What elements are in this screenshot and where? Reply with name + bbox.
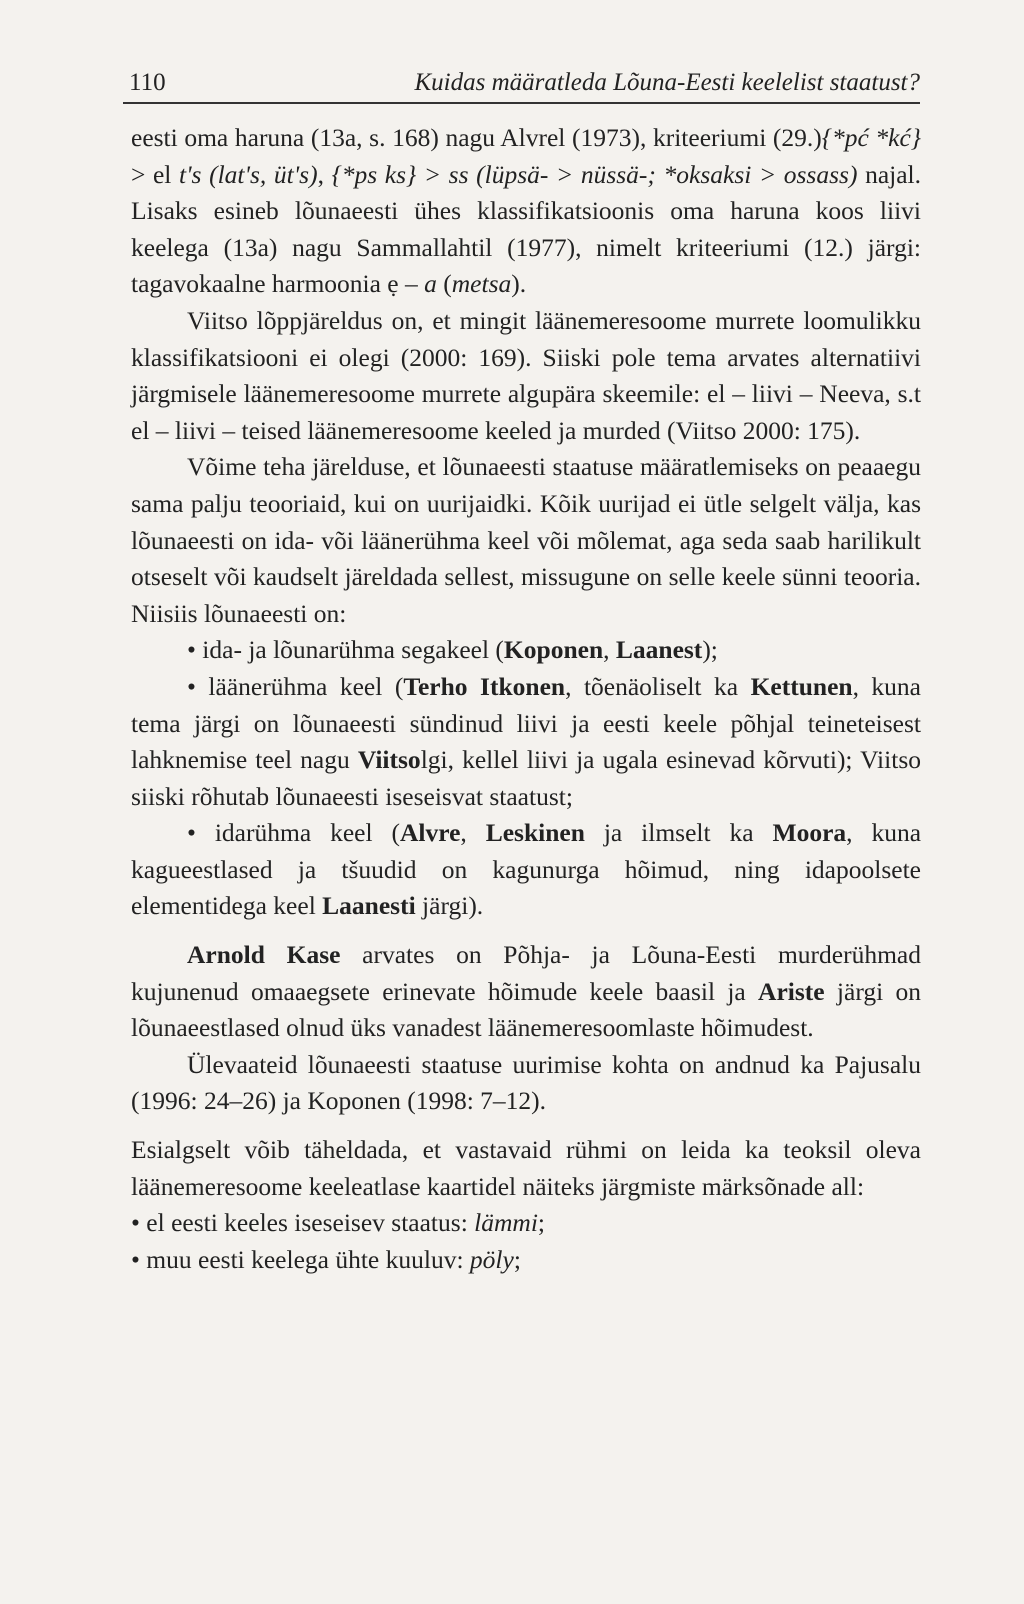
bold-name: Arnold Kase [187,940,341,970]
bold-name: Koponen [503,635,604,665]
page-number: 110 [129,69,166,96]
bold-name: Terho Itkonen [403,671,566,701]
paragraph-p6 [131,1132,921,1205]
paragraph-p3 [131,449,921,632]
text-run: • ida- ja lõunarühma segakeel ( [187,635,504,665]
text-run: järgi). [415,891,484,921]
text-run: • el eesti keeles iseseisev staatus: [131,1208,475,1238]
text-run: lgi, kellel liivi ja ugala esinevad kõrvuti); Viitso siiski rõhutab lõunaeesti iseseisvat staatust; [131,745,921,811]
text-run: , kuna tema järgi on lõunaeesti sündinud liivi ja eesti keele põhjal teineteisest lahknemise teel nagu [131,671,921,775]
bullet-item-b5 [131,1242,921,1279]
paragraph-p4 [131,937,921,1047]
running-title: Kuidas määratleda Lõuna-Eesti keelelist staatust? [414,69,920,96]
bold-name: Ariste [758,976,825,1006]
body-text [131,120,921,1278]
text-run: najal. Lisaks esineb lõunaeesti ühes klassifikatsioonis oma haruna koos liivi keelega (13a) nagu Sammallahtil (1977), nimelt kriteeriumi (12.) järgi: tagavokaalne harmoonia ẹ – [131,159,921,299]
bold-name: Moora [772,818,847,848]
italic-term: lämmi [474,1208,538,1238]
bold-name: Kettunen [750,671,853,701]
paragraph-p1 [131,120,921,303]
bullet-item-b2 [131,669,921,815]
bullet-item-b3 [131,815,921,925]
text-run: Viitso lõppjäreldus on, et mingit läänemeresoome murrete loomulikku klassifikatsiooni ei olegi (2000: 169). Siiski pole tema arvates alternatiivi järgmisele läänemeresoome murrete algupära skeemile: el – liivi – Neeva, s.t el – liivi – teised läänemeresoome keeled ja murded (Viitso 2000: 175). [131,305,921,445]
text-run: ja ilmselt ka [584,818,773,848]
italic-term: a [424,269,437,299]
text-run: , [317,159,332,189]
running-header [123,66,920,104]
text-run: , tõenäoliselt ka [565,671,751,701]
text-run: Ülevaateid lõunaeesti staatuse uurimise kohta on andnud ka Pajusalu (1996: 24–26) ja Koponen (1998: 7–12). [131,1049,921,1116]
text-run: Võime teha järelduse, et lõunaeesti staatuse määratlemiseks on peaaegu sama palju teooriaid, kui on uurijaidki. Kõik uurijad ei ütle selgelt välja, kas lõunaeesti on ida- või läänerühma keel või mõlemat, aga seda saab harilikult otseselt või kaudselt järeldada sellest, missugune on selle keele sünni teooria. Niisiis lõunaeesti on: [131,452,921,628]
text-run: ( [436,269,452,299]
bold-name: Viitso [357,745,421,775]
bullet-item-b1 [131,632,921,669]
text-run: arvates on Põhja- ja Lõuna-Eesti murderühmad kujunenud omaaegsete erinevate hõimude keele baasil ja [131,940,921,1006]
bullet-item-b4 [131,1205,921,1242]
text-run: • muu eesti keelega ühte kuuluv: [131,1244,470,1274]
italic-term: {*ps ks} > ss (lüpsä- > nüssä-; *oksaksi > ossass) [331,159,858,189]
text-run: ; [513,1244,521,1274]
paragraph-p2 [131,303,921,449]
text-run: ). [511,269,527,299]
text-run: , [460,818,486,848]
bold-name: Leskinen [485,818,585,848]
text-run: > el [131,159,180,189]
italic-term: metsa [451,269,512,299]
text-run: ; [537,1208,545,1238]
bold-name: Alvre [399,818,461,848]
text-run: • läänerühma keel ( [187,671,404,701]
text-run: , kuna kagueestlased ja tšuudid on kagunurga hõimud, ning idapoolsete elementidega keel [131,818,922,921]
italic-term: t's (lat's, üt's) [179,159,318,189]
text-run: eesti oma haruna (13a, s. 168) nagu Alvrel (1973), kriteeriumi (29.) [131,123,822,152]
paragraph-p5 [131,1047,921,1120]
bold-name: Laanest [615,635,703,665]
text-run: ); [702,635,718,665]
text-run: Esialgselt võib täheldada, et vastavaid rühmi on leida ka teoksil oleva läänemeresoome keeleatlase kaartidel näiteks järgmiste märksõnade all: [131,1135,921,1201]
text-run: järgi on lõunaeestlased olnud üks vanadest läänemeresoomlaste hõimudest. [131,976,921,1043]
italic-term: pöly [469,1244,514,1274]
bold-name: Laanesti [322,891,416,921]
text-run: • idarühma keel ( [187,818,400,848]
text-run: , [603,635,616,665]
italic-term: {*pć *kć} [821,123,921,152]
